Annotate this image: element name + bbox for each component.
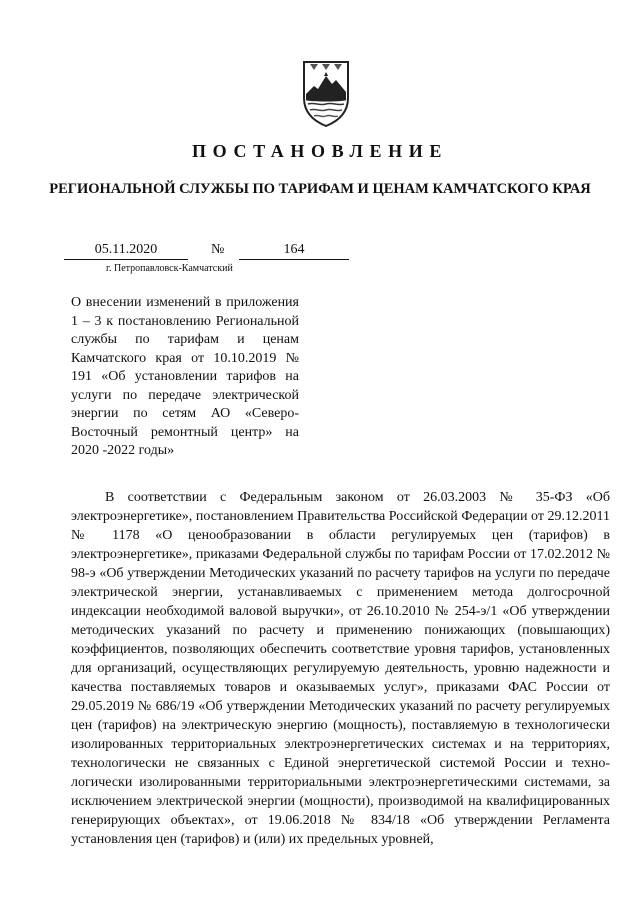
document-number: 164 <box>239 242 349 260</box>
document-type-title: ПОСТАНОВЛЕНИЕ <box>192 141 448 161</box>
coat-of-arms-emblem <box>298 58 354 128</box>
subject-block: О внесении изменений в приложения 1 – 3 к постановлению Региональной службы по тарифам и ценам Камчатского края от 10.10.2019 № 191 «Об установлении тарифов на услуги по передаче электрической энергии по сетям АО «Северо-Восточный ремонтный центр» на 2020 -2022 годы» <box>71 295 299 458</box>
number-sign: № <box>211 242 225 257</box>
city-label: г. Петропавловск-Камчатский <box>106 263 233 274</box>
issuing-organization: РЕГИОНАЛЬНОЙ СЛУЖБЫ ПО ТАРИФАМ И ЦЕНАМ КАМЧАТСКОГО КРАЯ <box>49 181 591 197</box>
document-date: 05.11.2020 <box>64 242 188 260</box>
body-paragraph: В соответствии с Федеральным законом от 26.03.2003 № 35-ФЗ «Об электроэнергетике», постановлением Правительства Российской Федерации от 29.12.2011 № 1178 «О ценообразовании в области регулируемых цен (тарифов) в электроэнергетике», приказами Федеральной службы по тарифам России от 17.02.2012 № 98-э «Об утверждении Методических указаний по расчету тарифов на услуги по передаче электрической энергии, устанавливаемых с применением метода долгосрочной индексации необходимой валовой выручки», от 26.10.2010 № 254-э/1 «Об утверждении методических указаний по расчету и применению понижающих (повышающих) коэффициентов, позволяющих обеспечить соответствие уровня тарифов, установленных для организаций, осуществляющих регулируемую деятельность, уровню надежности и качества поставляемых товаров и оказываемых услуг», приказами ФАС России от 29.05.2019 № 686/19 «Об утверждении Методических указаний по расчету регулируемых цен (тарифов) на электрическую энергию (мощность), поставляемую в технологически изолированных территориальных электроэнергетических системах и на территориях, технологически не связанных с Единой энергетической системой России и техно-логически изолированными территориальными электроэнергетическими системами, за исключением электрической энергии (мощности), производимой на квалифицированных генерирующих объектах», от 19.06.2018 № 834/18 «Об утверждении Регламента установления цен (тарифов) и (или) их предельных уровней, <box>71 490 610 847</box>
